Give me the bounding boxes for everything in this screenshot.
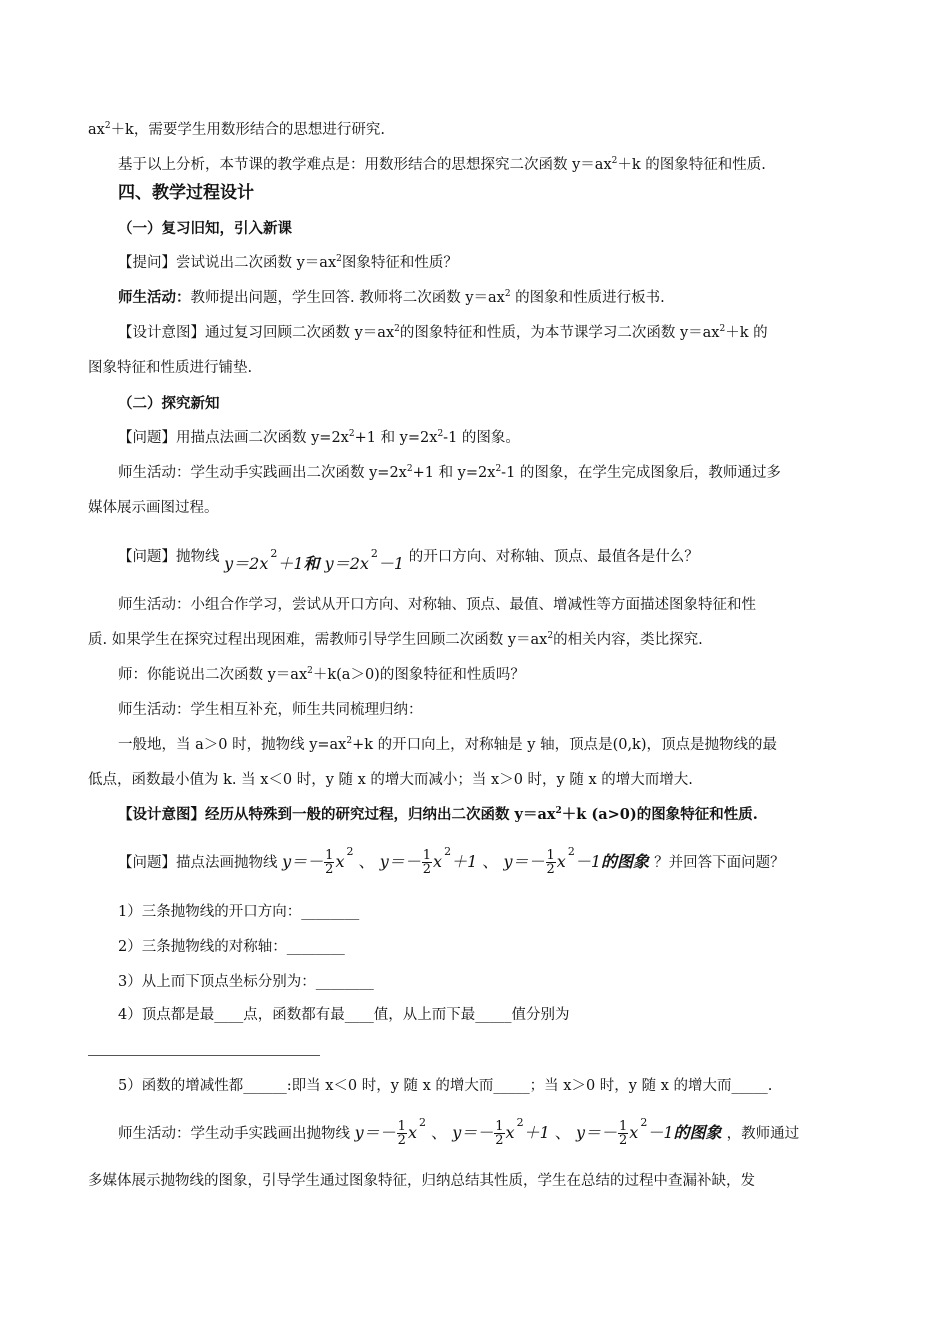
text-line: 【问题】抛物线 $y=2x^2+1$和 $y=2x^2-1$ 的开口方向、对称轴、顶点、最值各是什么？ bbox=[118, 547, 699, 573]
text-line: 【问题】用描点法画二次函数 $y=2x^2+1$ 和 $y=2x^2-1$ 的图象。 bbox=[118, 429, 520, 446]
text-line: 师生活动：教师提出问题，学生回答. 教师将二次函数 $y=ax^2$ 的图象和性质进行板书. bbox=[118, 289, 665, 306]
question-item: 5）函数的增减性都______:即当 x＜0 时，y 随 x 的增大而_____；当 x＞0 时，y 随 x 的增大而_____. bbox=[118, 1078, 773, 1094]
section-heading: 四、教学过程设计 bbox=[118, 183, 254, 203]
equation: y＝－ $\frac{1}{2}$ $x^2$ 、 y＝－ $\frac{1}{2}$ $x^2+1$ 、 y＝－ $\frac{1}{2}$ $x^2-1$的图象 bbox=[354, 1116, 722, 1148]
blank-line bbox=[88, 1055, 320, 1056]
question-item: 3）从上而下顶点坐标分别为：________ bbox=[118, 974, 374, 990]
text-line: 师生活动：小组合作学习，尝试从开口方向、对称轴、顶点、最值、增减性等方面描述图象特征和性 bbox=[118, 597, 756, 613]
text-line: 师生活动：学生相互补充，师生共同梳理归纳： bbox=[118, 702, 423, 718]
subsection-heading: （二）探究新知 bbox=[118, 395, 220, 412]
question-item: 2）三条抛物线的对称轴：________ bbox=[118, 939, 345, 955]
text-line: 质. 如果学生在探究过程出现困难，需教师引导学生回顾二次函数 $y=ax^2$的相关内容，类比探究. bbox=[88, 631, 703, 648]
text-line: 师生活动：学生动手实践画出抛物线 y＝－ $\frac{1}{2}$ $x^2$ 、 y＝－ $\frac{1}{2}$ $x^2+1$ 、 y＝－ $\frac{1}{2}$ $x^2-1$的图象 ，教师通过 bbox=[118, 1116, 800, 1148]
text-line: 【问题】描点法画抛物线 y＝－ $\frac{1}{2}$ $x^2$ 、 y＝－ $\frac{1}{2}$ $x^2+1$ 、 y＝－ $\frac{1}{2}$ $x^2-1$的图象 ？并回答下面问题？ bbox=[118, 845, 785, 877]
text-line: 师：你能说出二次函数 $y=ax^2+k(a>0)$的图象特征和性质吗？ bbox=[118, 666, 525, 683]
text-line: 低点，函数最小值为 k. 当 x＜0 时，y 随 x 的增大而减小；当 x＞0 时，y 随 x 的增大而增大. bbox=[88, 772, 693, 788]
text-line: 【设计意图】通过复习回顾二次函数 $y=ax^2$的图象特征和性质，为本节课学习二次函数 $y=ax^2+k$ 的 bbox=[118, 324, 768, 341]
text-line: 【提问】尝试说出二次函数 $y=ax^2$图象特征和性质？ bbox=[118, 254, 458, 271]
subsection-heading: （一）复习旧知，引入新课 bbox=[118, 220, 292, 237]
text-line: 基于以上分析，本节课的教学难点是：用数形结合的思想探究二次函数 $y=ax^2+k$ 的图象特征和性质. bbox=[118, 156, 766, 173]
text-line: 【设计意图】经历从特殊到一般的研究过程，归纳出二次函数 $y=ax^2+k$ (a>0)的图象特征和性质. bbox=[118, 806, 758, 823]
text-line: 媒体展示画图过程。 bbox=[88, 500, 219, 516]
text-line: $ax^2+k$，需要学生用数形结合的思想进行研究. bbox=[88, 121, 385, 138]
text-line: 图象特征和性质进行铺垫. bbox=[88, 360, 253, 376]
equation: $y=2x^2+1$和 $y=2x^2-1$ bbox=[224, 547, 405, 573]
question-item: 4）顶点都是最____点，函数都有最____值，从上而下最_____值分别为 bbox=[118, 1007, 570, 1023]
equation: y＝－ $\frac{1}{2}$ $x^2$ 、 y＝－ $\frac{1}{2}$ $x^2+1$ 、 y＝－ $\frac{1}{2}$ $x^2-1$的图象 bbox=[282, 845, 650, 877]
text-line: 多媒体展示抛物线的图象，引导学生通过图象特征，归纳总结其性质，学生在总结的过程中查漏补缺，发 bbox=[88, 1173, 755, 1189]
text-line: 师生活动：学生动手实践画出二次函数 $y=2x^2+1$ 和 $y=2x^2-1$ 的图象，在学生完成图象后，教师通过多 bbox=[118, 464, 781, 481]
text-line: 一般地，当 a＞0 时，抛物线 $y=ax^2+k$ 的开口向上，对称轴是 y 轴，顶点是(0,k)，顶点是抛物线的最 bbox=[118, 736, 777, 753]
question-item: 1）三条抛物线的开口方向：________ bbox=[118, 904, 360, 920]
